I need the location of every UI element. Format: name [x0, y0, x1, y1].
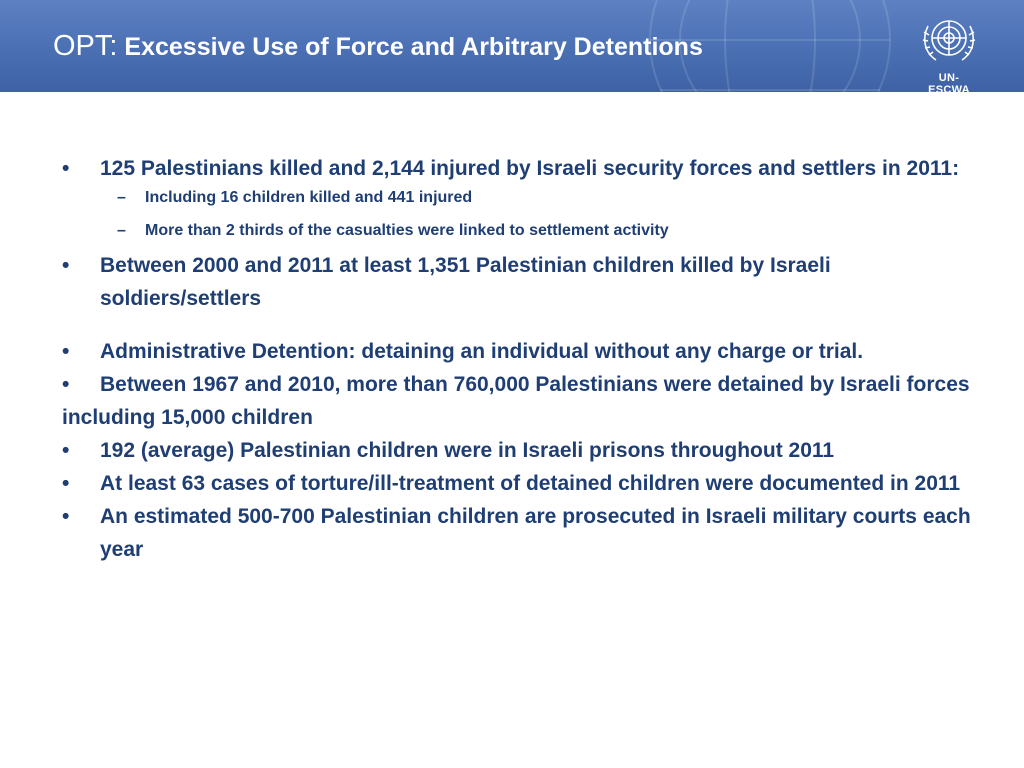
header-bar — [0, 0, 1024, 92]
bullet-item — [62, 368, 997, 434]
logo-label: UN-ESCWA — [928, 72, 970, 92]
bullet-marker: • — [62, 157, 70, 180]
bullet-item — [62, 335, 997, 368]
slide-title — [53, 28, 703, 61]
title-text: Excessive Use of Force and Arbitrary Detentions — [117, 33, 703, 61]
sub-bullet-item — [62, 219, 997, 243]
bullet-marker: • — [62, 505, 70, 528]
bullet-marker: • — [62, 254, 70, 277]
bullet-text: An estimated 500-700 Palestinian children are prosecuted in Israeli military courts each year — [100, 505, 971, 561]
bullet-marker: • — [62, 439, 70, 462]
bullet-text: At least 63 cases of torture/ill-treatment of detained children were documented in 2011 — [100, 472, 961, 495]
dash-marker: – — [117, 189, 126, 206]
bullet-text: 192 (average) Palestinian children were in Israeli prisons throughout 2011 — [100, 439, 835, 462]
bullet-marker: • — [62, 472, 70, 495]
bullet-item — [62, 500, 997, 566]
bullet-text: Between 2000 and 2011 at least 1,351 Palestinian children killed by Israeli soldiers/settlers — [100, 254, 831, 310]
bullet-item — [62, 467, 997, 500]
sub-bullet-text: More than 2 thirds of the casualties were linked to settlement activity — [145, 222, 669, 239]
bullet-item — [62, 434, 997, 467]
bullet-item — [62, 152, 997, 185]
bullet-text: Between 1967 and 2010, more than 760,000 Palestinians were detained by Israeli forces including 15,000 children — [62, 373, 970, 429]
slide-content — [62, 152, 997, 566]
bullet-marker: • — [62, 340, 70, 363]
title-prefix: OPT: — [53, 30, 118, 62]
dash-marker: – — [117, 222, 126, 239]
bullet-text: 125 Palestinians killed and 2,144 injured by Israeli security forces and settlers in 2011: — [100, 157, 960, 180]
bullet-text: Administrative Detention: detaining an individual without any charge or trial. — [100, 340, 864, 363]
sub-bullet-item — [62, 186, 997, 210]
sub-bullet-text: Including 16 children killed and 441 injured — [145, 189, 473, 206]
bullet-item — [62, 249, 997, 315]
bullet-marker: • — [62, 373, 70, 396]
